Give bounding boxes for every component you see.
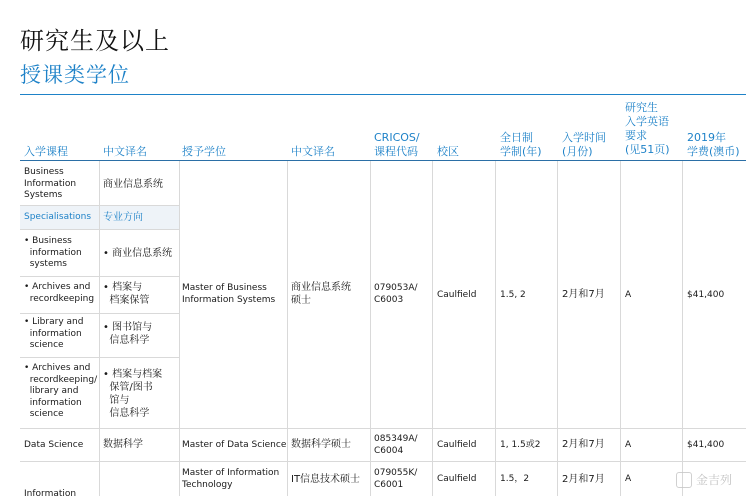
english-requirement: A — [625, 474, 632, 484]
grid-vline — [620, 161, 621, 496]
cricos-code: 085349A/ C6004 — [374, 434, 418, 456]
spec-item-zh: • 档案与 档案保管 — [103, 282, 150, 306]
degree-name: Master of Business Information Systems — [182, 283, 276, 305]
specialisations-label: Specialisations — [24, 212, 92, 222]
grid-vline — [557, 161, 558, 496]
header-course-zh: 中文译名 — [103, 145, 147, 158]
header-english: 研究生 入学英语 要求 (见51页) — [625, 101, 670, 156]
tuition-fee: $41,400 — [687, 290, 725, 300]
spec-item: • Archives and recordkeeping/ library and information science — [24, 363, 98, 419]
header-degree: 授予学位 — [182, 145, 226, 158]
watermark-text: 金吉列 — [695, 472, 732, 487]
intake: 2月和7月 — [562, 289, 605, 300]
grid-vline — [179, 161, 180, 496]
grid-hline — [20, 357, 179, 358]
header-intake: 入学时间 (月份) — [562, 131, 606, 158]
intake: 2月和7月 — [562, 474, 605, 485]
campus: Caulfield — [437, 290, 477, 300]
course-name-zh: 商业信息系统 — [103, 179, 163, 190]
spec-item-zh: • 档案与档案 保管/图书 馆与 信息科学 — [103, 369, 163, 419]
degree-name: Master of Information Technology — [182, 468, 280, 490]
degree-name: Master of Data Science — [182, 440, 287, 450]
header-campus: 校区 — [437, 145, 459, 158]
duration: 1, 1.5或2 — [500, 440, 541, 450]
campus: Caulfield — [437, 474, 477, 484]
grid-vline — [682, 161, 683, 496]
degree-name-zh: IT信息技术硕士 — [291, 474, 361, 485]
header-duration: 全日制 学制(年) — [500, 131, 542, 158]
grid-hline — [20, 229, 179, 230]
course-name-zh: 数据科学 — [103, 439, 143, 450]
duration: 1.5，2 — [500, 474, 530, 484]
spec-item: • Library and information science — [24, 317, 84, 350]
header-cricos: CRICOS/ 课程代码 — [374, 131, 420, 158]
degree-name-zh: 商业信息系统 硕士 — [291, 282, 351, 306]
title-rule — [20, 94, 746, 95]
spec-item: • Archives and recordkeeping — [24, 282, 95, 304]
grid-hline — [20, 461, 746, 462]
header-fee: 2019年 学费(澳币) — [687, 131, 740, 158]
course-name: Business Information Systems — [24, 167, 77, 200]
grid-vline — [287, 161, 288, 496]
degree-name-zh: 数据科学硕士 — [291, 439, 351, 450]
tuition-fee: $41,400 — [687, 440, 725, 450]
header-degree-zh: 中文译名 — [291, 145, 335, 158]
cricos-code: 079053A/ C6003 — [374, 283, 418, 305]
watermark — [676, 471, 732, 489]
course-name: Data Science — [24, 440, 84, 450]
intake: 2月和7月 — [562, 439, 605, 450]
page-subtitle: 授课类学位 — [20, 63, 130, 87]
english-requirement: A — [625, 290, 632, 300]
header-rule — [20, 160, 746, 161]
grid-hline — [20, 428, 746, 429]
grid-hline — [20, 313, 179, 314]
course-name: Information — [24, 489, 77, 499]
logo-icon — [676, 472, 692, 488]
grid-hline — [20, 205, 179, 206]
spec-item-zh: • 商业信息系统 — [103, 248, 173, 259]
specialisations-label-zh: 专业方向 — [103, 212, 143, 223]
duration: 1.5, 2 — [500, 290, 526, 300]
cricos-code: 079055K/ C6001 — [374, 468, 418, 490]
grid-vline — [370, 161, 371, 496]
grid-vline — [495, 161, 496, 496]
grid-hline — [20, 276, 179, 277]
page-title: 研究生及以上 — [20, 27, 170, 55]
spec-item-zh: • 图书馆与 信息科学 — [103, 322, 153, 346]
spec-item: • Business information systems — [24, 236, 82, 269]
campus: Caulfield — [437, 440, 477, 450]
grid-vline — [99, 161, 100, 496]
header-course: 入学课程 — [24, 145, 68, 158]
english-requirement: A — [625, 440, 632, 450]
grid-vline — [432, 161, 433, 496]
